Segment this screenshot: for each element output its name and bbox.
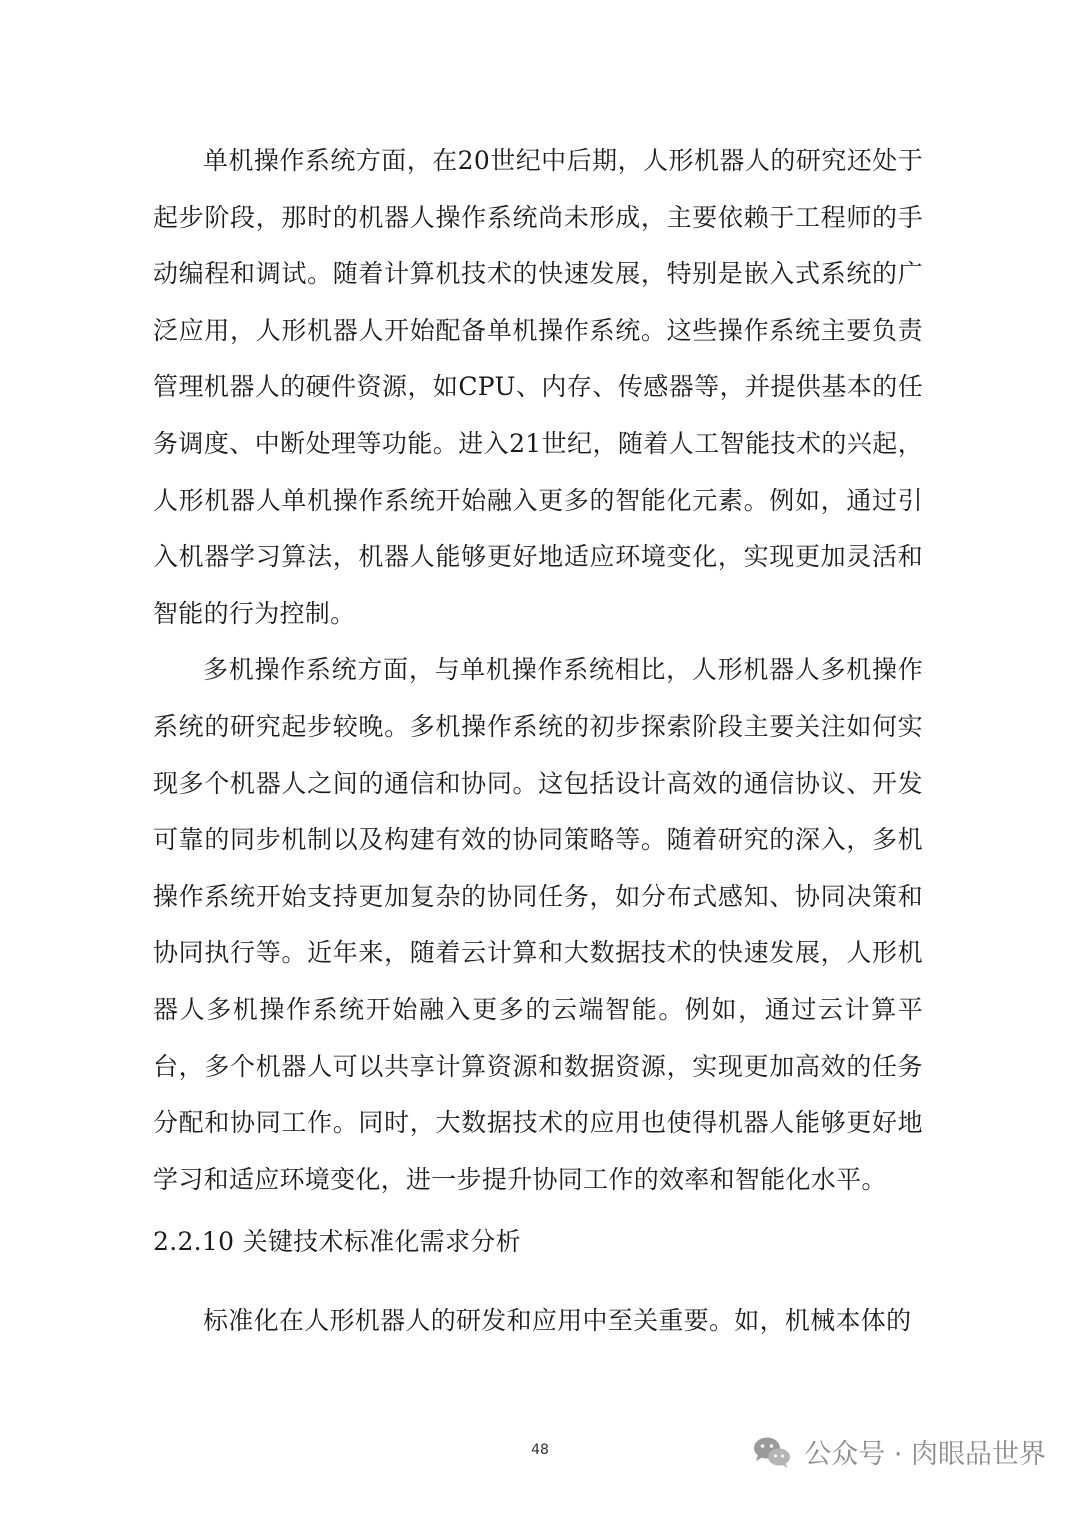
paragraph-multi-machine-os: 多机操作系统方面，与单机操作系统相比，人形机器人多机操作系统的研究起步较晚。多机操作系统的初步探索阶段主要关注如何实现多个机器人之间的通信和协同。这包括设计高效的通信协议、开发可靠的同步机制以及构建有效的协同策略等。随着研究的深入，多机操作系统开始支持更加复杂的协同任务，如分布式感知、协同决策和协同执行等。近年来，随着云计算和大数据技术的快速发展，人形机器人多机操作系统开始融入更多的云端智能。例如，通过云计算平台，多个机器人可以共享计算资源和数据资源，实现更加高效的任务分配和协同工作。同时，大数据技术的应用也使得机器人能够更好地学习和适应环境变化，进一步提升协同工作的效率和智能化水平。 <box>153 655 923 1194</box>
paragraph-single-machine-os: 单机操作系统方面，在20世纪中后期，人形机器人的研究还处于起步阶段，那时的机器人操作系统尚未形成，主要依赖于工程师的手动编程和调试。随着计算机技术的快速发展，特别是嵌入式系统的广泛应用，人形机器人开始配备单机操作系统。这些操作系统主要负责管理机器人的硬件资源，如CPU、内存、传感器等，并提供基本的任务调度、中断处理等功能。进入21世纪，随着人工智能技术的兴起，人形机器人单机操作系统开始融入更多的智能化元素。例如，通过引入机器学习算法，机器人能够更好地适应环境变化，实现更加灵活和智能的行为控制。 <box>153 146 923 628</box>
watermark <box>752 1432 1046 1471</box>
section-heading: 2.2.10 关键技术标准化需求分析 <box>153 1227 521 1257</box>
wechat-icon <box>752 1435 792 1469</box>
paragraph-standardization: 标准化在人形机器人的研发和应用中至关重要。如，机械本体的 <box>203 1305 912 1335</box>
body-text <box>153 133 923 1349</box>
watermark-text: 公众号 · 肉眼品世界 <box>804 1439 1046 1470</box>
page-number: 48 <box>531 1442 549 1458</box>
